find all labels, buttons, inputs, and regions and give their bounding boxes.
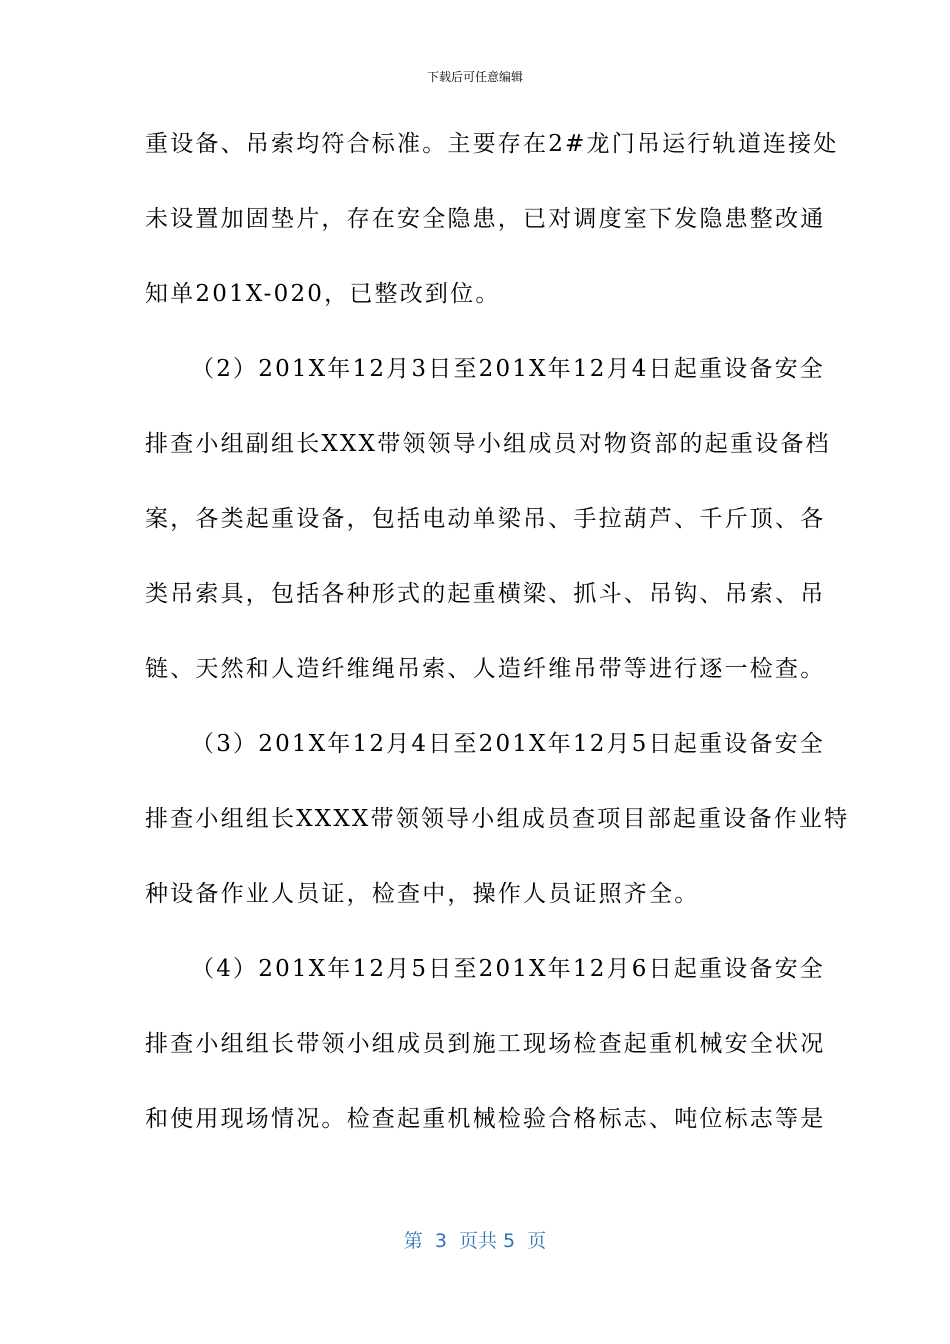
text-line: 种设备作业人员证，检查中，操作人员证照齐全。 — [145, 881, 700, 907]
document-body — [145, 118, 850, 1168]
text-line: 未设置加固垫片，存在安全隐患，已对调度室下发隐患整改通 — [145, 206, 826, 232]
paragraph-start-line: （2）201X年12月3日至201X年12月4日起重设备安全 — [191, 356, 825, 382]
text-line: 链、天然和人造纤维绳吊索、人造纤维吊带等进行逐一检查。 — [145, 656, 826, 682]
text-line: 排查小组组长XXXX带领领导小组成员查项目部起重设备作业特 — [145, 806, 850, 832]
text-line: 排查小组组长带领小组成员到施工现场检查起重机械安全状况 — [145, 1031, 826, 1057]
page-number-footer: 第 3 页共 5 页 — [403, 1230, 547, 1252]
text-line: 重设备、吊索均符合标准。主要存在2#龙门吊运行轨道连接处 — [145, 131, 839, 157]
paragraph-start-line: （4）201X年12月5日至201X年12月6日起重设备安全 — [191, 956, 825, 982]
header-note: 下载后可任意编辑 — [426, 70, 523, 84]
text-line: 排查小组副组长XXX带领领导小组成员对物资部的起重设备档 — [145, 431, 831, 457]
text-line: 和使用现场情况。检查起重机械检验合格标志、吨位标志等是 — [145, 1106, 826, 1132]
paragraph-start-line: （3）201X年12月4日至201X年12月5日起重设备安全 — [191, 731, 825, 757]
text-line: 知单201X-020，已整改到位。 — [145, 281, 501, 307]
text-line: 案，各类起重设备，包括电动单梁吊、手拉葫芦、千斤顶、各 — [145, 506, 826, 532]
text-line: 类吊索具，包括各种形式的起重横梁、抓斗、吊钩、吊索、吊 — [145, 581, 826, 607]
